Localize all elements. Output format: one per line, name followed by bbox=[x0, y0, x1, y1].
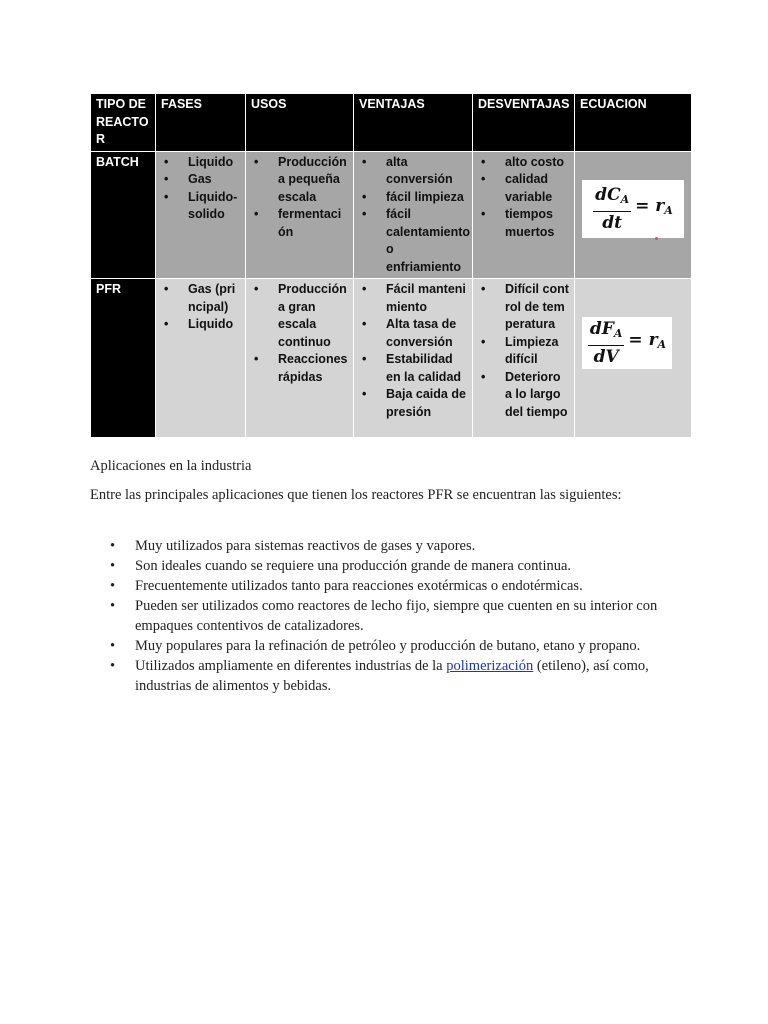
list-item: • Estabilidad en la calidad bbox=[386, 351, 467, 386]
list-item: • fácil calentamiento o enfriamiento bbox=[386, 206, 467, 276]
header-fases: FASES bbox=[156, 94, 246, 152]
numerator-subscript: A bbox=[613, 327, 623, 340]
list-item: • Gas bbox=[188, 171, 240, 189]
reactor-type-pfr: PFR bbox=[91, 279, 156, 438]
list-item: • Difícil control de temperatura bbox=[505, 281, 569, 334]
bullet: • bbox=[110, 558, 116, 574]
list-item-text: Son ideales cuando se requiere una producción grande de manera continua. bbox=[135, 558, 572, 574]
list-item: • Limpieza difícil bbox=[505, 334, 569, 369]
list-item: • fácil limpieza bbox=[386, 189, 467, 207]
list-item bbox=[110, 656, 680, 696]
equation-rhs: = r bbox=[635, 195, 665, 216]
list-item: • Alta tasa de conversión bbox=[386, 316, 467, 351]
list-item-text-after: (etileno), así como, industrias de alimentos y bebidas. bbox=[135, 658, 649, 694]
list-item bbox=[110, 636, 680, 656]
usos-cell bbox=[246, 279, 354, 438]
numerator-d: d bbox=[589, 319, 602, 339]
fases-cell bbox=[156, 151, 246, 279]
numerator-variable: C bbox=[607, 184, 621, 205]
ventajas-cell bbox=[354, 151, 473, 279]
ecuacion-cell bbox=[575, 279, 692, 438]
denominator: dt bbox=[602, 212, 623, 233]
list-item-text: Muy populares para la refinación de petróleo y producción de butano, etano y propano. bbox=[135, 638, 641, 654]
list-item: • alta conversión bbox=[386, 154, 467, 189]
ecuacion-cell bbox=[575, 151, 692, 279]
pfr-equation bbox=[582, 317, 672, 369]
fases-cell bbox=[156, 279, 246, 438]
section-heading: Aplicaciones en la industria bbox=[90, 458, 252, 474]
equation-fraction bbox=[593, 185, 631, 233]
numerator-variable: F bbox=[601, 319, 614, 339]
list-item: • Baja caida de presión bbox=[386, 386, 467, 421]
table-row bbox=[91, 279, 692, 438]
list-item: • Gas (principal) bbox=[188, 281, 240, 316]
numerator-subscript: A bbox=[620, 192, 630, 206]
rhs-subscript: A bbox=[657, 338, 667, 352]
table-row bbox=[91, 151, 692, 279]
list-item: • Producción a gran escala continuo bbox=[278, 281, 348, 351]
ventajas-cell bbox=[354, 279, 473, 438]
equation-rhs: = r bbox=[628, 330, 658, 351]
bullet: • bbox=[110, 638, 116, 654]
list-item: • Reacciones rápidas bbox=[278, 351, 348, 386]
bullet: • bbox=[110, 578, 116, 594]
usos-cell bbox=[246, 151, 354, 279]
header-ventajas: VENTAJAS bbox=[354, 94, 473, 152]
rhs-subscript: A bbox=[664, 203, 673, 217]
numerator-d: d bbox=[595, 184, 608, 205]
list-item: • alto costo bbox=[505, 154, 569, 172]
list-item: • tiempos muertos bbox=[505, 206, 569, 241]
desventajas-cell bbox=[473, 279, 575, 438]
bullet: • bbox=[110, 538, 116, 554]
header-tipo-de-reactor: TIPO DE REACTOR bbox=[91, 94, 156, 152]
list-item-text: Muy utilizados para sistemas reactivos de gases y vapores. bbox=[135, 538, 476, 554]
list-item bbox=[110, 576, 680, 596]
reactor-comparison-table bbox=[90, 93, 692, 438]
bullet: • bbox=[110, 658, 116, 674]
polimerizacion-link[interactable]: polimerización bbox=[446, 658, 534, 674]
bullet: • bbox=[110, 598, 116, 614]
list-item bbox=[110, 536, 680, 556]
desventajas-cell bbox=[473, 151, 575, 279]
batch-equation bbox=[582, 180, 684, 238]
header-ecuacion: ECUACION bbox=[575, 94, 692, 152]
table-header-row bbox=[91, 94, 692, 152]
section-intro: Entre las principales aplicaciones que tienen los reactores PFR se encuentran las siguientes: bbox=[90, 487, 622, 503]
header-desventajas: DESVENTAJAS bbox=[473, 94, 575, 152]
list-item-text: Pueden ser utilizados como reactores de lecho fijo, siempre que cuenten en su interior con empaques contentivos de catalizadores. bbox=[135, 598, 658, 634]
list-item: • Deterioro a lo largo del tiempo bbox=[505, 369, 569, 422]
list-item: • Liquido bbox=[188, 316, 240, 334]
list-item: • Liquido-solido bbox=[188, 189, 240, 224]
list-item: • fermentación bbox=[278, 206, 348, 241]
list-item: • Liquido bbox=[188, 154, 240, 172]
denominator: dV bbox=[593, 347, 619, 367]
red-dot-mark bbox=[655, 237, 658, 240]
applications-list bbox=[110, 536, 680, 696]
list-item: • Fácil mantenimiento bbox=[386, 281, 467, 316]
list-item bbox=[110, 596, 680, 636]
list-item bbox=[110, 556, 680, 576]
list-item-text: Frecuentemente utilizados tanto para reacciones exotérmicas o endotérmicas. bbox=[135, 578, 583, 594]
header-usos: USOS bbox=[246, 94, 354, 152]
equation-fraction bbox=[588, 319, 625, 367]
list-item-text-before: Utilizados ampliamente en diferentes industrias de la bbox=[135, 658, 447, 674]
reactor-type-batch: BATCH bbox=[91, 151, 156, 279]
list-item: • Producción a pequeña escala bbox=[278, 154, 348, 207]
list-item: • calidad variable bbox=[505, 171, 569, 206]
